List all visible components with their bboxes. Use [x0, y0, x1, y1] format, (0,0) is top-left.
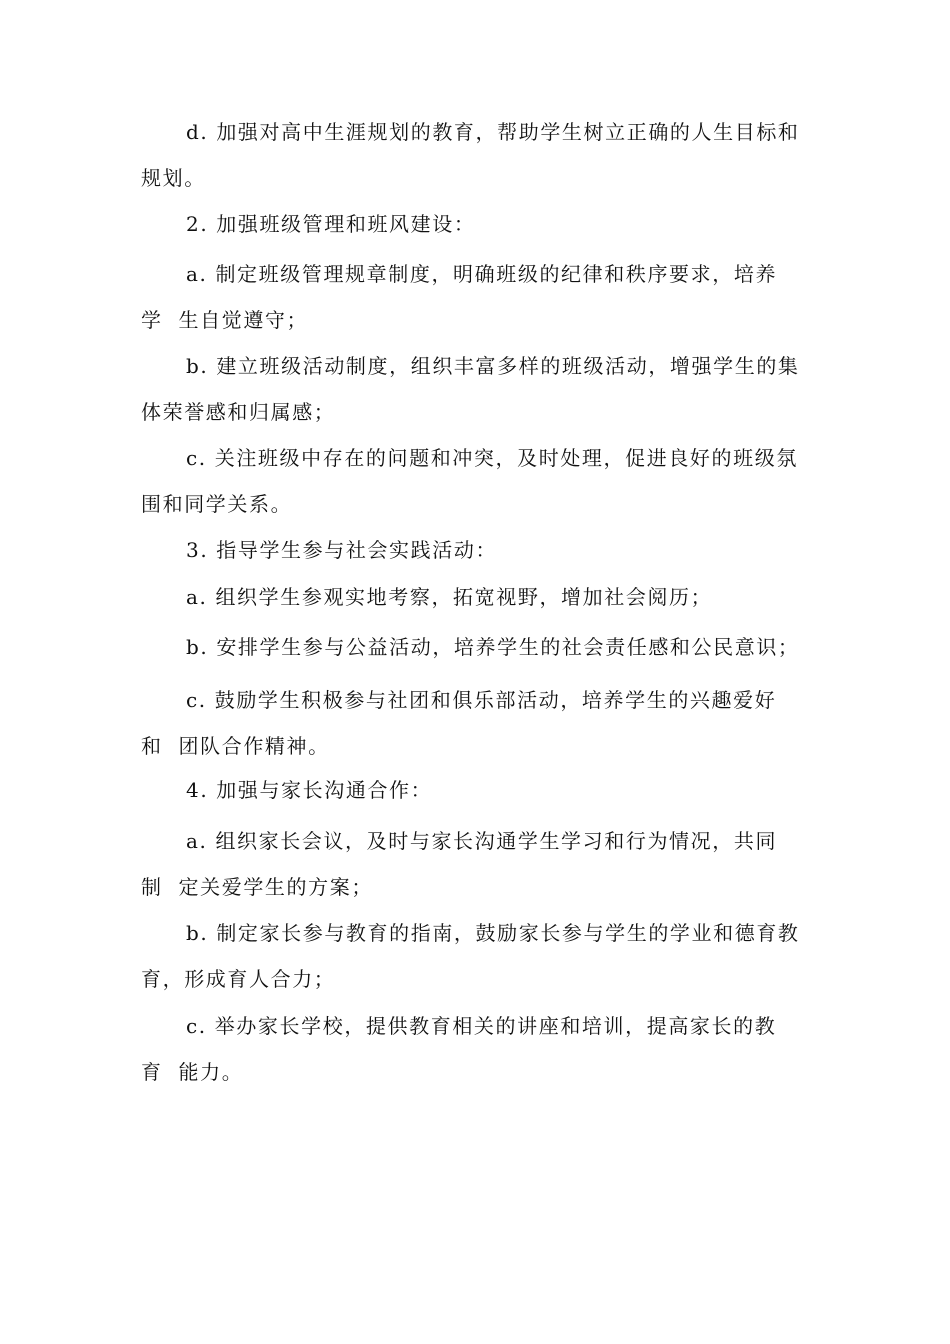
- paragraph-2b-line-1: b. 建立班级活动制度，组织丰富多样的班级活动，增强学生的集: [186, 354, 800, 378]
- paragraph-4c-line-1: c. 举办家长学校，提供教育相关的讲座和培训，提高家长的教: [186, 1014, 777, 1038]
- paragraph-2a-line-1: a. 制定班级管理规章制度，明确班级的纪律和秩序要求，培养: [186, 262, 778, 286]
- section-heading-4: 4. 加强与家长沟通合作：: [186, 778, 433, 802]
- section-heading-2: 2. 加强班级管理和班风建设：: [186, 212, 476, 236]
- paragraph-d-line-1: d. 加强对高中生涯规划的教育，帮助学生树立正确的人生目标和: [186, 120, 800, 144]
- paragraph-2c-line-1: c. 关注班级中存在的问题和冲突，及时处理，促进良好的班级氛: [186, 446, 798, 470]
- paragraph-3b-line-1: b. 安排学生参与公益活动，培养学生的社会责任感和公民意识；: [186, 635, 800, 659]
- paragraph-4a-line-1: a. 组织家长会议，及时与家长沟通学生学习和行为情况，共同: [186, 829, 778, 853]
- paragraph-4b-line-2: 育，形成育人合力；: [141, 967, 336, 991]
- paragraph-2a-line-2: 学 生自觉遵守；: [141, 308, 309, 332]
- paragraph-2b-line-2: 体荣誉感和归属感；: [141, 400, 336, 424]
- paragraph-3c-line-2: 和 团队合作精神。: [141, 734, 330, 758]
- paragraph-3a-line-1: a. 组织学生参观实地考察，拓宽视野，增加社会阅历；: [186, 585, 713, 609]
- paragraph-4c-line-2: 育 能力。: [141, 1060, 244, 1084]
- paragraph-3c-line-1: c. 鼓励学生积极参与社团和俱乐部活动，培养学生的兴趣爱好: [186, 688, 777, 712]
- paragraph-4b-line-1: b. 制定家长参与教育的指南，鼓励家长参与学生的学业和德育教: [186, 921, 800, 945]
- paragraph-d-line-2: 规划。: [141, 166, 206, 190]
- paragraph-2c-line-2: 围和同学关系。: [141, 492, 293, 516]
- paragraph-4a-line-2: 制 定关爱学生的方案；: [141, 875, 373, 899]
- section-heading-3: 3. 指导学生参与社会实践活动：: [186, 538, 498, 562]
